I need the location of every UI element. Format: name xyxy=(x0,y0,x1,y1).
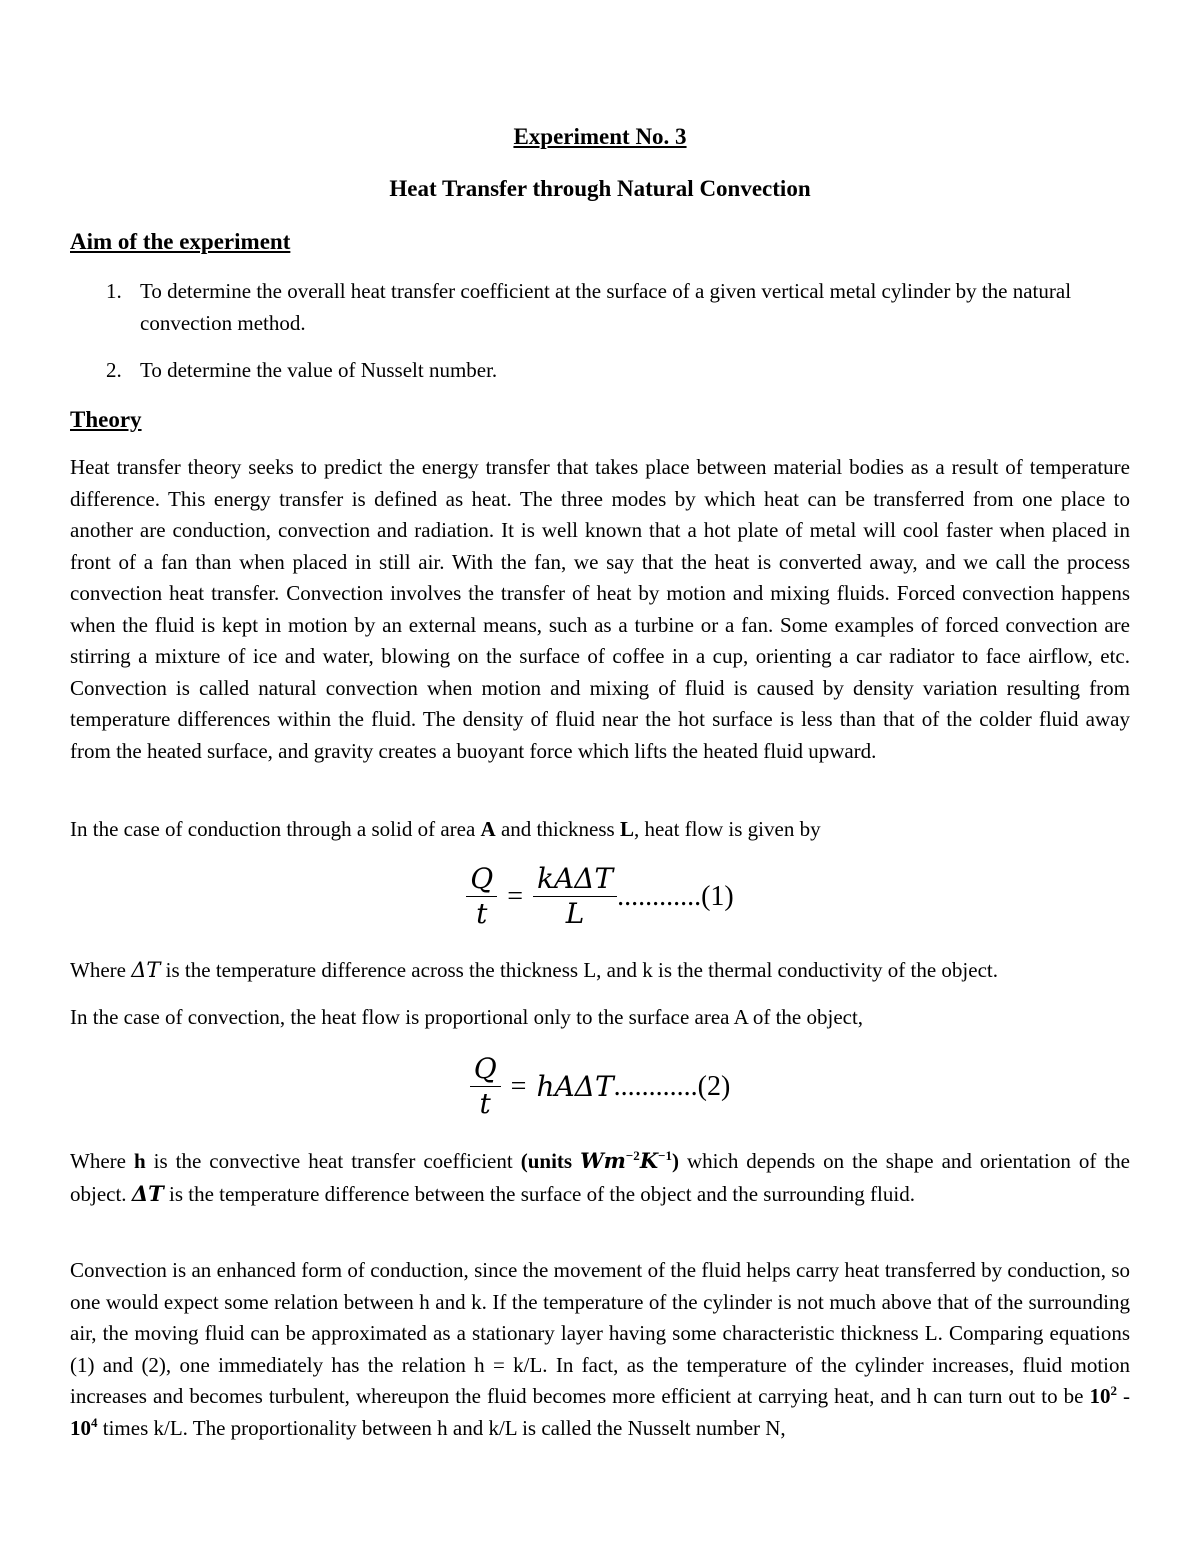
equals-sign: = xyxy=(510,1070,527,1102)
fraction-kadt-over-l xyxy=(533,862,617,931)
denominator: t xyxy=(479,1087,491,1120)
text-run: In the case of conduction through a solid of area xyxy=(70,817,481,841)
theory-paragraph-6 xyxy=(70,1255,1130,1444)
page-subtitle: Heat Transfer through Natural Convection xyxy=(389,176,811,201)
theory-paragraph-1: Heat transfer theory seeks to predict the energy transfer that takes place between material bodies as a result of temperature difference. This energy transfer is defined as heat. The three modes by which heat can be transferred from one place to another are conduction, convection and radiation. It is well known that a hot plate of metal will cool faster when placed in front of a fan than when placed in still air. With the fan, we say that the heat is converted away, and we call the process convection heat transfer. Convection involves the transfer of heat by motion and mixing fluids. Forced convection happens when the fluid is kept in motion by an external means, such as a turbine or a fan. Some examples of forced convection are stirring a mixture of ice and water, blowing on the surface of coffee in a cup, orienting a car radiator to face airflow, etc. Convection is called natural convection when motion and mixing of fluid is caused by density variation resulting from temperature differences within the fluid. The density of fluid near the hot surface is less than that of the colder fluid away from the heated surface, and gravity creates a buoyant force which lifts the heated fluid upward. xyxy=(70,455,1130,763)
text-run-bold: h xyxy=(133,1149,146,1173)
text-run: and thickness xyxy=(495,817,620,841)
list-item xyxy=(70,355,1130,387)
aim-list xyxy=(70,276,1130,387)
text-run: is the temperature difference between the surface of the object and the surrounding fluid. xyxy=(163,1181,915,1206)
theory-paragraph-4: In the case of convection, the heat flow is proportional only to the surface area A of the object, xyxy=(70,1005,864,1029)
text-run: is the convective heat transfer coefficient xyxy=(145,1149,521,1173)
math-delta-t: ΔT xyxy=(131,958,161,982)
text-run-bold: A xyxy=(480,817,496,841)
equation-2 xyxy=(0,1052,1200,1121)
list-item-number: 1. xyxy=(106,279,122,303)
equals-sign: = xyxy=(507,880,523,912)
theory-paragraph-2 xyxy=(70,814,1130,846)
superscript: −1 xyxy=(658,1148,672,1163)
superscript: 2 xyxy=(1110,1383,1117,1398)
text-run: - xyxy=(1116,1384,1130,1408)
math-units-k: K xyxy=(639,1148,659,1173)
list-item-text: To determine the value of Nusselt number. xyxy=(140,358,498,382)
text-run: times k/L. The proportionality between h and k/L is called the Nusselt number N, xyxy=(97,1415,786,1440)
text-run: , heat flow is given by xyxy=(633,817,821,841)
theory-heading: Theory xyxy=(70,407,142,432)
list-item-text: To determine the overall heat transfer coefficient at the surface of a given vertical metal cylinder by the natural convection method. xyxy=(140,279,1072,335)
power-base: 10 xyxy=(1089,1384,1111,1408)
power-base: 10 xyxy=(70,1415,91,1440)
list-item xyxy=(70,276,1130,339)
text-run: Where xyxy=(70,1149,134,1173)
superscript: 4 xyxy=(91,1414,98,1430)
equation-number: ............(2) xyxy=(613,1070,731,1102)
list-item-number: 2. xyxy=(106,358,122,382)
denominator: L xyxy=(565,897,585,930)
aim-heading: Aim of the experiment xyxy=(70,229,291,254)
theory-paragraph-5 xyxy=(70,1145,1130,1210)
superscript: −2 xyxy=(625,1148,640,1163)
theory-paragraph-3 xyxy=(70,955,1130,987)
text-run-bold: L xyxy=(619,817,634,841)
numerator: kAΔT xyxy=(537,862,614,895)
numerator: Q xyxy=(473,1052,497,1085)
text-run: which depends on the shape and orientation of the object. xyxy=(70,1149,1130,1206)
equation-1 xyxy=(0,862,1200,931)
denominator: t xyxy=(476,897,488,930)
page-title: Experiment No. 3 xyxy=(513,124,687,149)
text-run-bold: ) xyxy=(672,1149,679,1173)
text-run-bold: (units xyxy=(520,1149,581,1173)
fraction-q-over-t xyxy=(466,862,497,931)
equation-rhs: hAΔT xyxy=(536,1069,614,1103)
numerator: Q xyxy=(470,862,494,895)
math-delta-t: ΔT xyxy=(131,1180,164,1206)
text-run: Convection is an enhanced form of conduction, since the movement of the fluid helps carry heat transferred by conduction, so one would expect some relation between h and k. If the temperature of the cylinder is not much above that of the surrounding air, the moving fluid can be approximated as a stationary layer having some characteristic thickness L. Comparing equations (1) and (2), one immediately has the relation h = k/L. In fact, as the temperature of the cylinder increases, fluid motion increases and becomes turbulent, whereupon the fluid becomes more efficient at carrying heat, and h can turn out to be xyxy=(70,1258,1130,1408)
equation-number: ............(1) xyxy=(617,880,734,912)
text-run: Where xyxy=(70,958,132,982)
text-run: is the temperature difference across the thickness L, and k is the thermal conductivity of the object. xyxy=(160,958,998,982)
fraction-q-over-t xyxy=(470,1052,501,1121)
math-units-w: Wm xyxy=(580,1148,626,1173)
